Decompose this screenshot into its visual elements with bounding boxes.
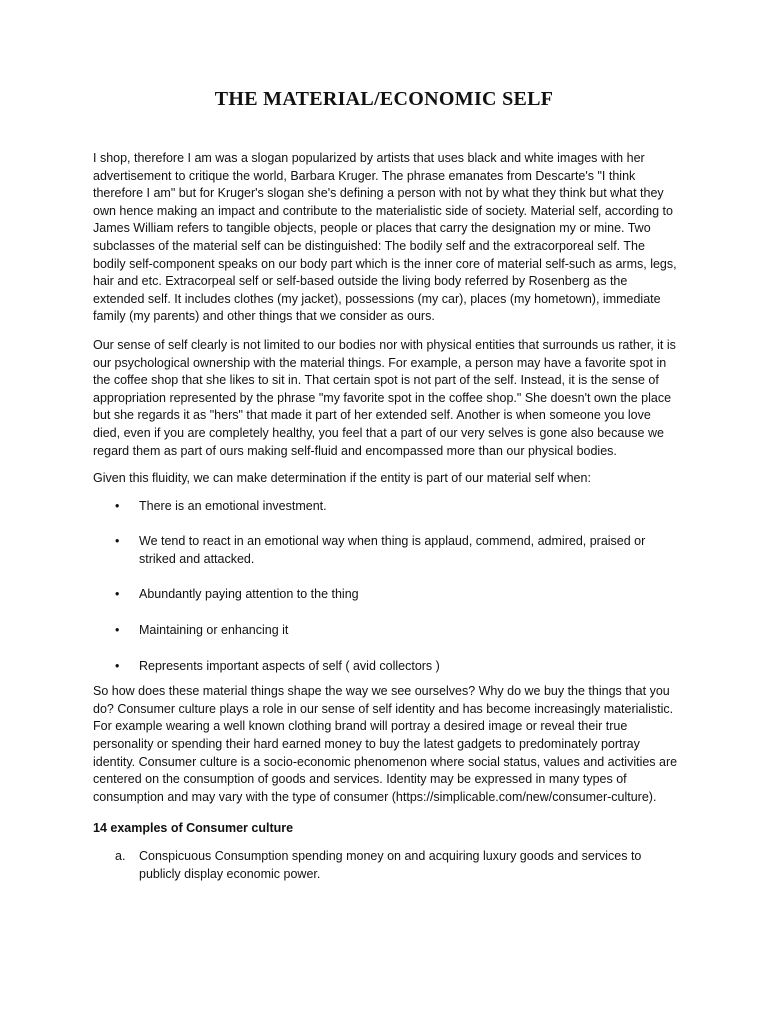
section-heading: 14 examples of Consumer culture <box>93 821 294 836</box>
list-item <box>93 586 679 604</box>
paragraph-consumer-culture: So how does these material things shape the way we see ourselves? Why do we buy the things that you do? Consumer culture plays a role in our sense of self identity and has become increasingly materialistic. For example wearing a well known clothing brand will portray a desired image or reveal their true personality or spending their hard earned money to buy the latest gadgets to predominately portray identity. Consumer culture is a socio-economic phenomenon where social status, values and activities are centered on the consumption of goods and services. Identity may be expressed in many types of consumption and may vary with the type of consumer (https://simplicable.com/new/consumer-culture). <box>93 684 678 804</box>
page-title: THE MATERIAL/ECONOMIC SELF <box>214 88 554 110</box>
list-item <box>93 533 679 568</box>
document-body <box>93 150 679 883</box>
bullet-icon: • <box>115 658 120 673</box>
list-item <box>93 622 679 640</box>
paragraph-fluidity: Given this fluidity, we can make determination if the entity is part of our material self when: <box>93 471 591 486</box>
list-marker: a. <box>115 849 126 863</box>
list-item <box>93 658 679 676</box>
list-item-text: There is an emotional investment. <box>139 498 327 513</box>
bullet-icon: • <box>115 498 120 513</box>
list-item-text: Represents important aspects of self ( avid collectors ) <box>139 658 440 673</box>
paragraph-intro: I shop, therefore I am was a slogan popularized by artists that uses black and white images with her advertisement to critique the world, Barbara Kruger. The phrase emanates from Descarte's "I think therefore I am" but for Kruger's slogan she's defining a person with not by what they think but what they own hence making an impact and contribute to the materialistic side of society. Material self, according to James William refers to tangible objects, people or places that carry the designation my or mine. Two subclasses of the material self can be distinguished: The bodily self and the extracorporeal self. The bodily self-component speaks on our body part which is the inner core of material self-such as arms, legs, hair and etc. Extracorpeal self or self-based outside the living body referred by Rosenberg as the extended self. It includes clothes (my jacket), possessions (my car), places (my hometown), immediate family (my parents) and other things that we consider as ours. <box>93 151 677 324</box>
list-item-text: Maintaining or enhancing it <box>139 623 289 638</box>
examples-list <box>93 848 679 883</box>
bullet-icon: • <box>115 587 120 602</box>
bullet-icon: • <box>115 623 120 638</box>
list-item <box>93 498 679 516</box>
bullet-icon: • <box>115 534 120 549</box>
list-item-text: Conspicuous Consumption spending money on and acquiring luxury goods and services to publicly display economic power. <box>139 849 642 881</box>
paragraph-sense-of-self: Our sense of self clearly is not limited to our bodies nor with physical entities that surrounds us rather, it is our psychological ownership with the material things. For example, a person may have a favorite spot in the coffee shop that she likes to sit in. That certain spot is not part of the self. Instead, it is the sense of appropriation represented by the phrase "my favorite spot in the coffee shop." She doesn't own the place but she regards it as "hers" that made it part of her extended self. Another is when someone you love died, even if you are completely healthy, you feel that a part of our very selves is gone also because we regard them as part of ours making self-fluid and encompassed more than our physical bodies. <box>93 337 676 458</box>
list-item-text: We tend to react in an emotional way when thing is applaud, commend, admired, praised or striked and attacked. <box>139 534 646 566</box>
bullet-list <box>93 498 679 676</box>
list-item-text: Abundantly paying attention to the thing <box>139 587 359 602</box>
list-item <box>93 848 679 883</box>
